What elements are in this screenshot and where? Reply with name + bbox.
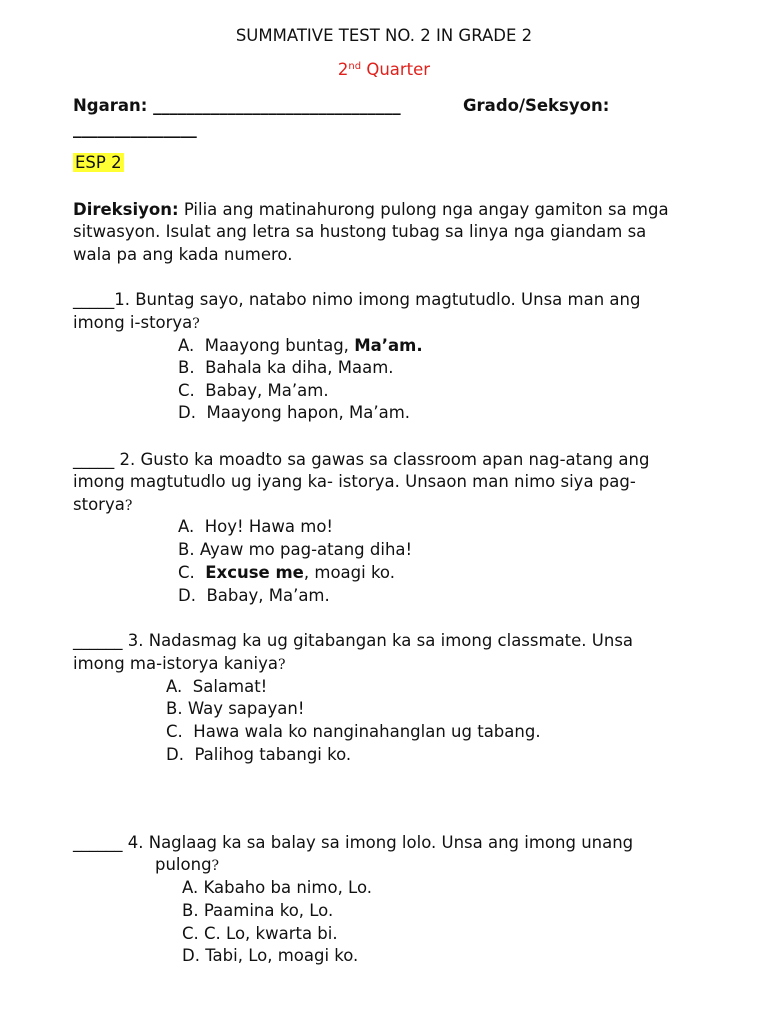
question-4-text-cont: pulong?	[155, 855, 220, 874]
directions-line-3: wala pa ang kada numero.	[73, 245, 293, 264]
question-2-option-b: B. Ayaw mo pag-atang diha!	[178, 540, 413, 559]
question-1-option-d: D. Maayong hapon, Ma’am.	[178, 403, 411, 422]
question-4-option-d: D. Tabi, Lo, moagi ko.	[182, 946, 359, 965]
grade-section-label: Grado/Seksyon:	[463, 96, 610, 115]
question-2-text: _____ 2. Gusto ka moadto sa gawas sa classroom apan nag-atang ang	[73, 450, 650, 469]
question-3-option-d: D. Palihog tabangi ko.	[166, 745, 352, 764]
name-field	[73, 95, 401, 117]
question-3-text-cont: imong ma-istorya kaniya?	[73, 654, 286, 673]
question-4-text: ______ 4. Naglaag ka sa balay sa imong lolo. Unsa ang imong unang	[73, 833, 634, 852]
question-4-option-a: A. Kabaho ba nimo, Lo.	[182, 878, 373, 897]
grade-section-blank: _______________	[73, 119, 197, 138]
directions-line-2: sitwasyon. Isulat ang letra sa hustong tubag sa linya nga giandam sa	[73, 222, 647, 241]
question-3-option-b: B. Way sapayan!	[166, 699, 305, 718]
subject-label: ESP 2	[75, 153, 122, 172]
question-2-text-end: storya?	[73, 495, 133, 514]
question-3-text: ______ 3. Nadasmag ka ug gitabangan ka sa imong classmate. Unsa	[73, 631, 634, 650]
question-2-option-a: A. Hoy! Hawa mo!	[178, 517, 334, 536]
name-label: Ngaran:	[73, 96, 148, 115]
question-2-option-c: C. Excuse me, moagi ko.	[178, 563, 395, 582]
question-1-option-c: C. Babay, Ma’am.	[178, 381, 329, 400]
question-1-option-b: B. Bahala ka diha, Maam.	[178, 358, 394, 377]
directions-label: Direksiyon:	[73, 200, 179, 219]
question-2-option-d: D. Babay, Ma’am.	[178, 586, 330, 605]
question-2-text-cont: imong magtutudlo ug iyang ka- istorya. Unsaon man nimo siya pag-	[73, 472, 636, 491]
question-1-text: _____1. Buntag sayo, natabo nimo imong magtutudlo. Unsa man ang	[73, 290, 641, 309]
question-1-option-a: A. Maayong buntag, Ma’am.	[178, 336, 423, 355]
question-1-text-cont: imong i-storya?	[73, 313, 200, 332]
directions-line-1: Direksiyon: Pilia ang matinahurong pulong nga angay gamiton sa mga	[73, 200, 669, 219]
page-title: SUMMATIVE TEST NO. 2 IN GRADE 2	[235, 26, 533, 45]
quarter-label: 2nd Quarter	[337, 60, 431, 79]
name-blank: ______________________________	[153, 96, 401, 115]
question-3-option-c: C. Hawa wala ko nanginahanglan ug tabang.	[166, 722, 541, 741]
question-4-option-b: B. Paamina ko, Lo.	[182, 901, 334, 920]
question-4-option-c: C. C. Lo, kwarta bi.	[182, 924, 338, 943]
question-3-option-a: A. Salamat!	[166, 677, 268, 696]
